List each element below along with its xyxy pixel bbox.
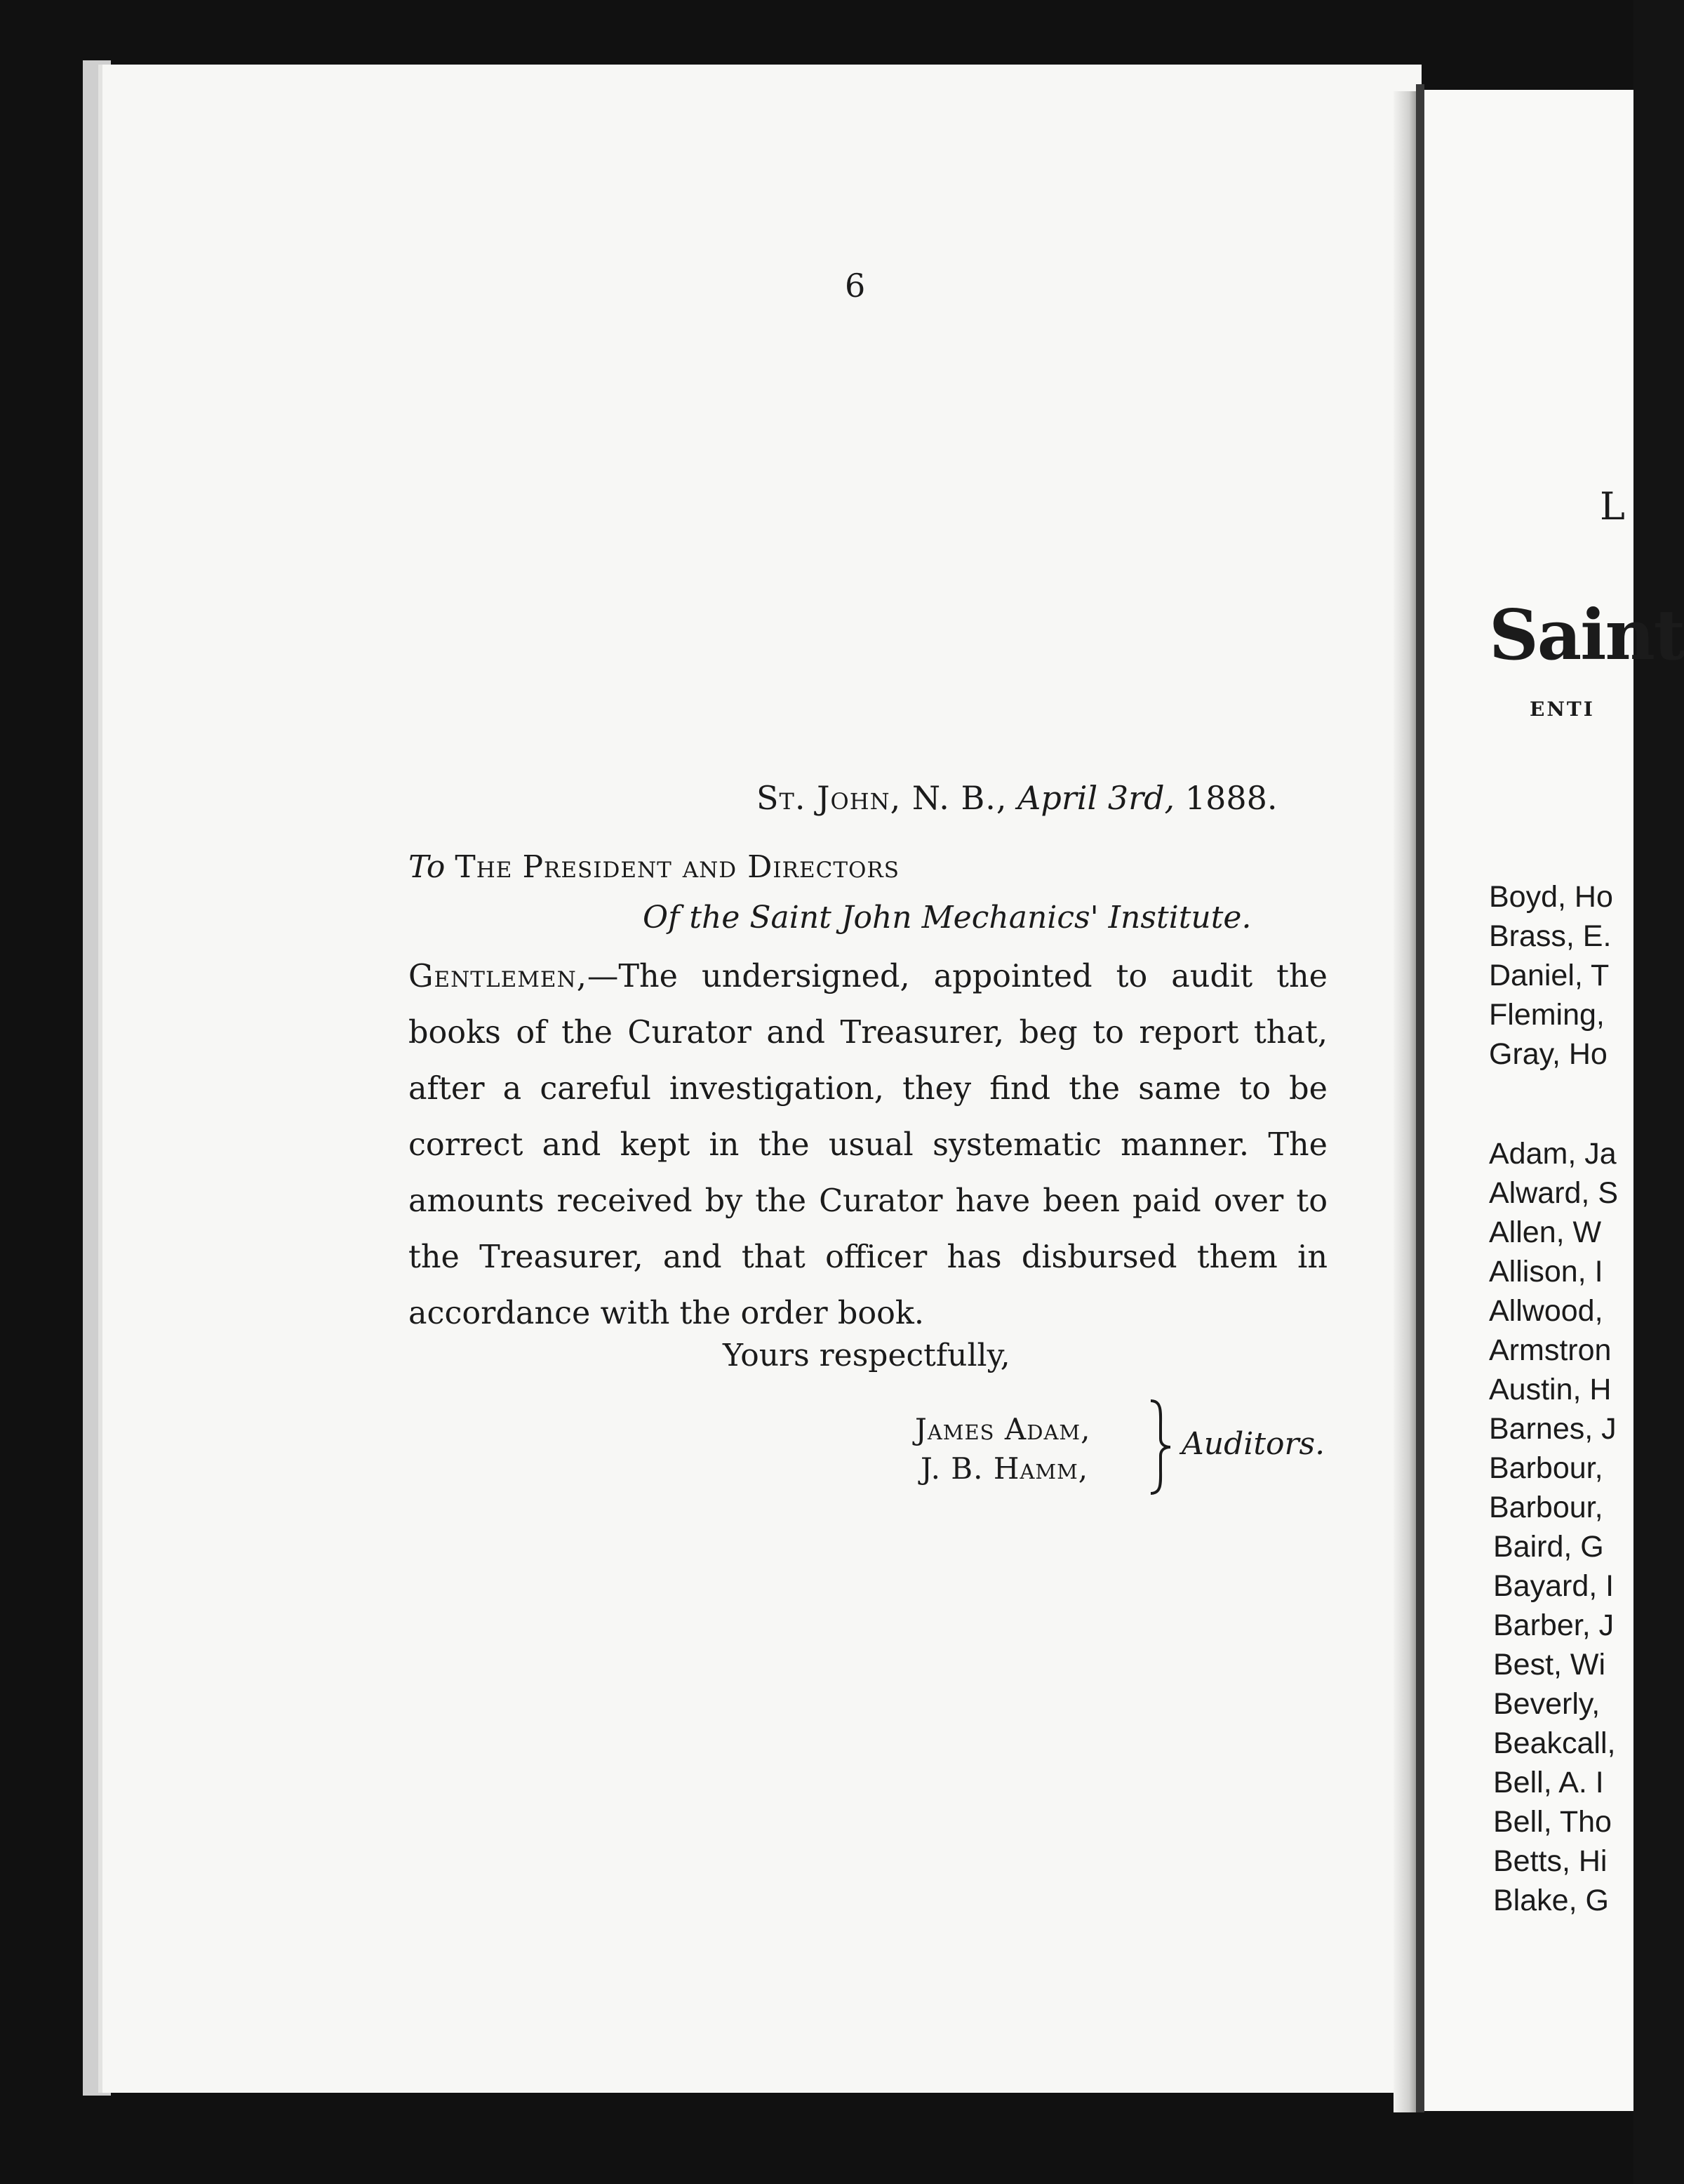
right-subtitle-fragment: ENTI — [1530, 698, 1595, 721]
dateline-year: 1888. — [1184, 779, 1278, 817]
auditor-name-1: James Adam, — [915, 1412, 1091, 1446]
list-item: Barbour, — [1489, 1491, 1603, 1524]
list-item: Bell, A. I — [1493, 1766, 1604, 1799]
list-item: Best, Wi — [1493, 1648, 1606, 1682]
list-item: Daniel, T — [1489, 959, 1610, 992]
auditors-title: Auditors. — [1182, 1426, 1325, 1462]
list-item: Bayard, I — [1493, 1569, 1615, 1603]
list-item: Gray, Ho — [1489, 1037, 1608, 1071]
closing: Yours respectfully, — [723, 1338, 1010, 1373]
page-number: 6 — [845, 267, 866, 305]
list-item: Fleming, — [1489, 998, 1605, 1032]
organization-name: Of the Saint John Mechanics' Institute. — [643, 900, 1252, 935]
list-item: Beakcall, — [1493, 1726, 1616, 1760]
dateline — [756, 779, 1278, 817]
dateline-place: St. John, N. B., — [756, 779, 1008, 817]
list-item: Allison, I — [1489, 1255, 1603, 1289]
list-item: Barber, J — [1493, 1609, 1615, 1642]
dateline-date: April 3rd, — [1017, 779, 1175, 817]
list-item: Barbour, — [1489, 1451, 1603, 1485]
curly-brace-icon — [1147, 1398, 1175, 1496]
member-list-2 — [1489, 1134, 1618, 1920]
list-item: Blake, G — [1493, 1884, 1609, 1917]
list-item: Allwood, — [1489, 1294, 1603, 1328]
greeting: Gentlemen, — [408, 959, 587, 994]
book-spine — [1416, 84, 1424, 2112]
auditor-name-2: J. B. Hamm, — [921, 1451, 1089, 1486]
right-heading-fragment: L — [1600, 484, 1625, 528]
salutation-to: To — [408, 849, 446, 885]
right-title-fragment: Saint — [1489, 595, 1684, 676]
list-item: Beverly, — [1493, 1687, 1601, 1721]
list-item: Boyd, Ho — [1489, 880, 1613, 914]
salutation-the: The — [455, 849, 513, 885]
list-item: Armstron — [1489, 1333, 1612, 1367]
list-item: Allen, W — [1489, 1216, 1602, 1249]
list-item: Bell, Tho — [1493, 1805, 1612, 1839]
list-item: Baird, G — [1493, 1530, 1604, 1564]
salutation-title: President and Directors — [522, 849, 900, 885]
letter-body — [408, 949, 1328, 1342]
list-item: Austin, H — [1489, 1373, 1612, 1406]
list-item: Betts, Hi — [1493, 1844, 1608, 1878]
salutation — [408, 849, 900, 885]
letter-body-text: —The undersigned, appointed to audit the books of the Curator and Treasurer, beg to report that, after a careful investigation, they find the same to be correct and kept in the usual systematic manner. The amounts received by the Curator have been paid over to the Treasurer, and that officer has disbursed them in accordance with the order book. — [408, 959, 1328, 1331]
list-item: Barnes, J — [1489, 1412, 1617, 1446]
member-list-1 — [1489, 877, 1613, 1074]
list-item: Brass, E. — [1489, 919, 1612, 953]
list-item: Alward, S — [1489, 1176, 1619, 1210]
list-item: Adam, Ja — [1489, 1137, 1617, 1171]
